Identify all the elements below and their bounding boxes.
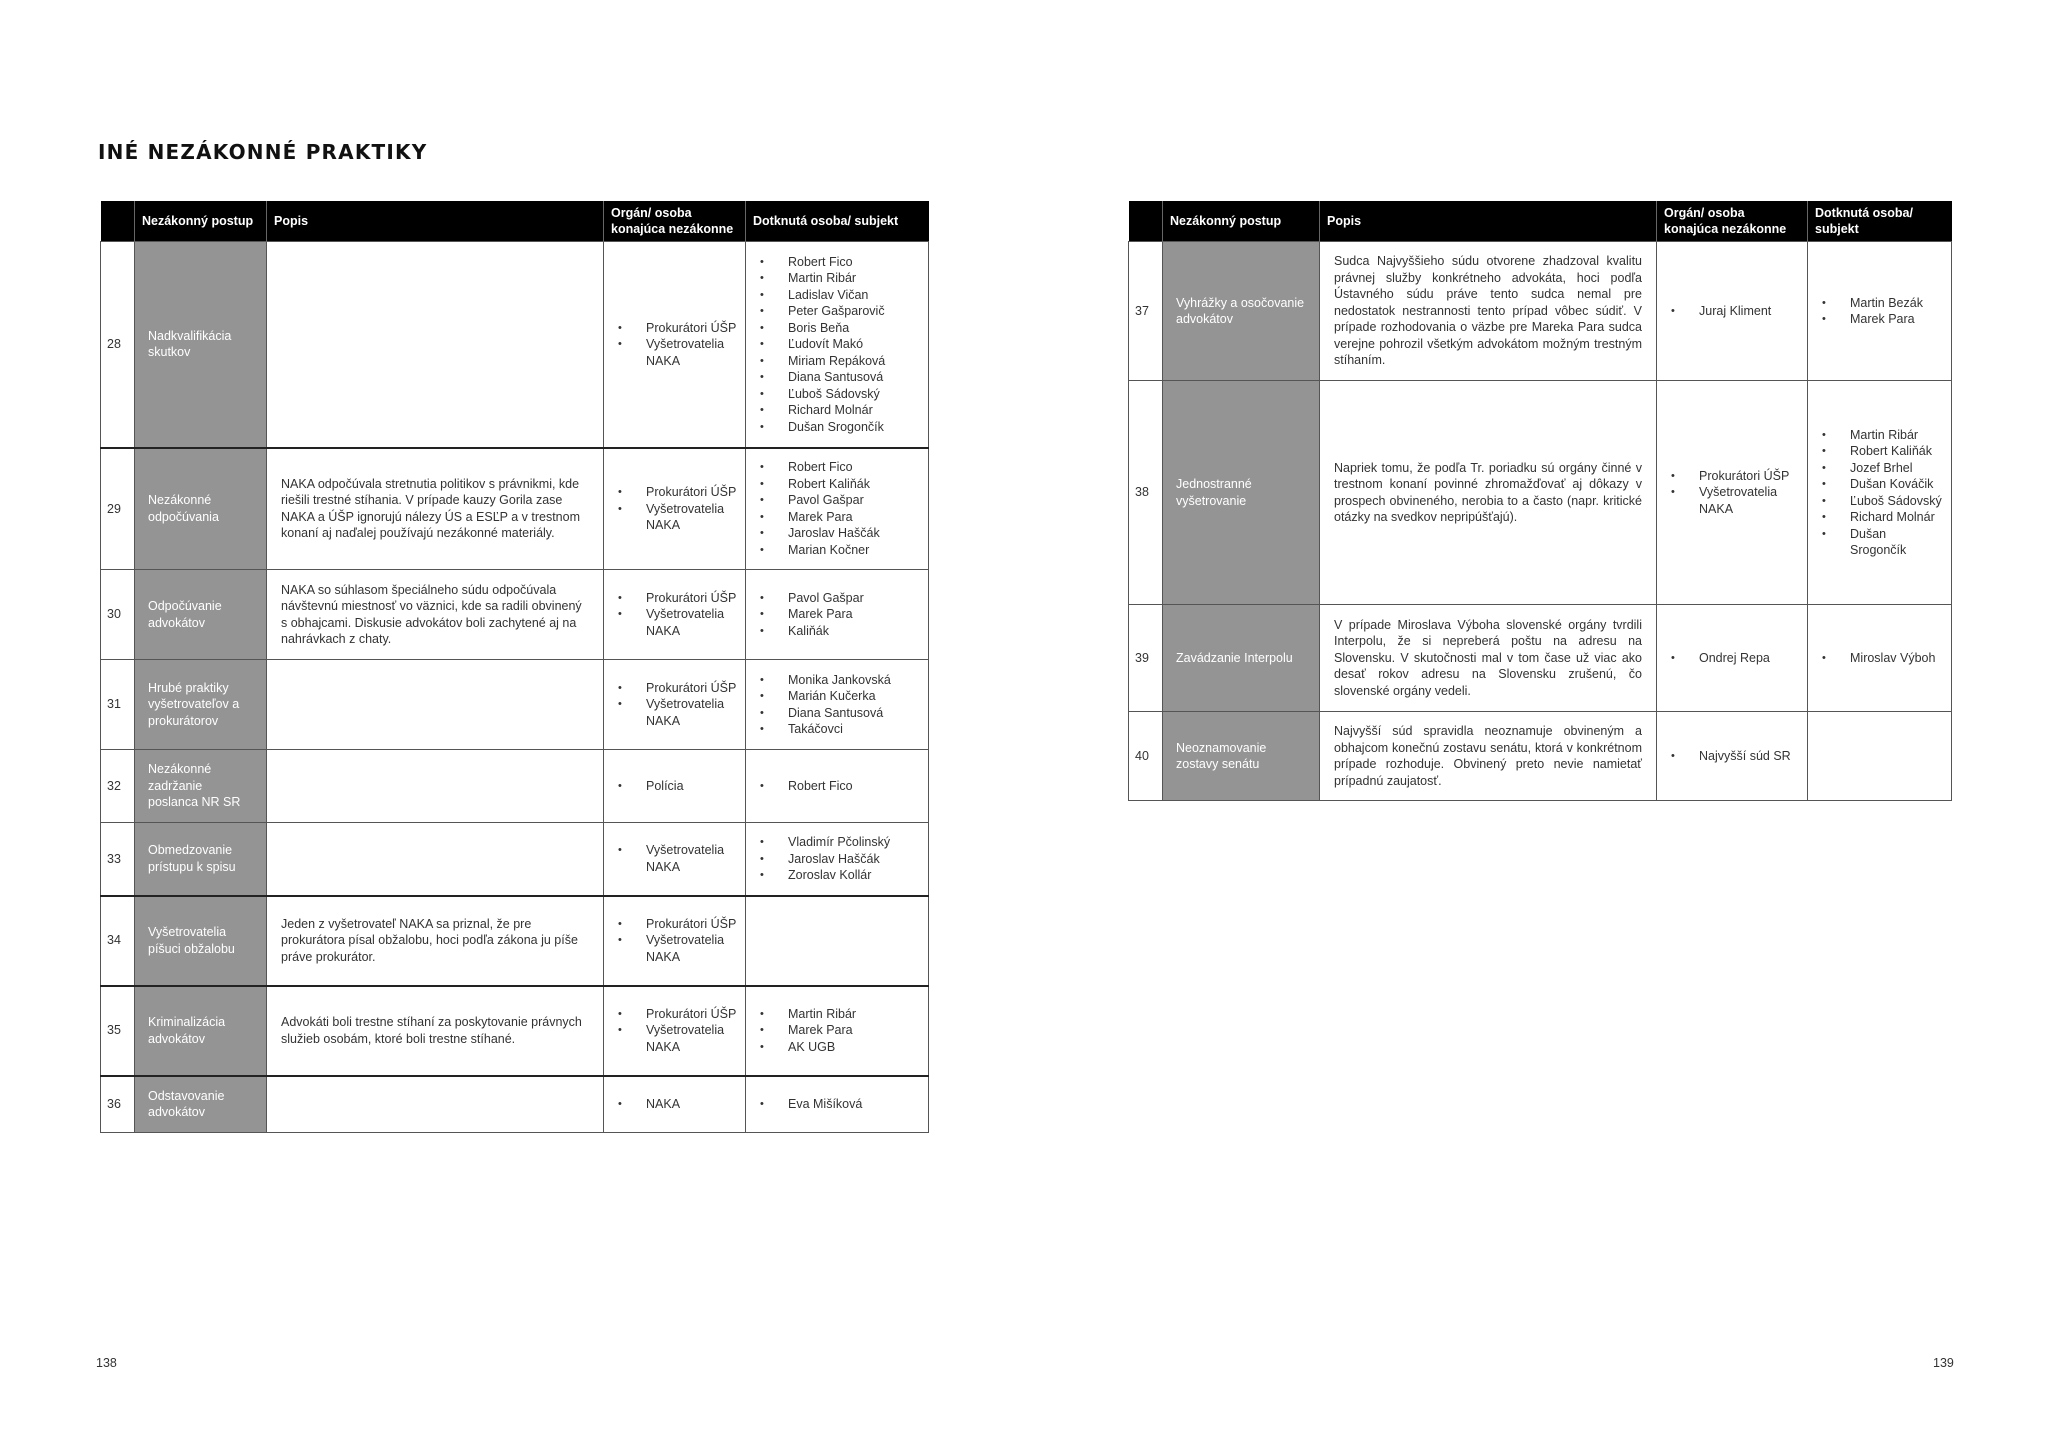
- affected-bullets: [754, 590, 920, 640]
- organ-bullets: [1665, 748, 1799, 765]
- affected-bullets: [754, 778, 920, 795]
- practice-description: V prípade Miroslava Výboha slovenské orgány tvrdili Interpolu, že si nepreberá poštu na adresu na Slovensku. V skutočnosti mal v tom čase už viac ako desať rokov adresu na Slovensku zrušenú, čo slovenské orgány vedeli.: [1320, 605, 1657, 712]
- affected-item: • Marek Para: [754, 1022, 920, 1039]
- table-row: [101, 242, 929, 448]
- organ-item: • Vyšetrovatelia NAKA: [612, 842, 737, 875]
- organ-item: • Vyšetrovatelia NAKA: [1665, 484, 1799, 517]
- table-row: [1129, 712, 1952, 801]
- table-row: [1129, 605, 1952, 712]
- affected-item: • Richard Molnár: [1816, 509, 1943, 526]
- affected-item: • Ľuboš Sádovský: [754, 386, 920, 403]
- header-dotknuta: Dotknutá osoba/ subjekt: [1808, 201, 1952, 242]
- row-number: 37: [1129, 242, 1163, 381]
- organ-item: • Prokurátori ÚŠP: [612, 484, 737, 501]
- organ-item: • Vyšetrovatelia NAKA: [612, 1022, 737, 1055]
- header-number: [1129, 201, 1163, 242]
- organ-list: [604, 448, 746, 570]
- affected-item: • Martin Bezák: [1816, 295, 1943, 312]
- organ-bullets: [612, 1096, 737, 1113]
- practice-description: Najvyšší súd spravidla neoznamuje obvineným a obhajcom konečnú zostavu senátu, ktorá v konkrétnom prípade rozhoduje. Obvinený preto nevie namietať prípadnú zaujatosť.: [1320, 712, 1657, 801]
- page-number-left: 138: [96, 1356, 117, 1370]
- practice-name: Odstavovanie advokátov: [135, 1076, 267, 1133]
- affected-bullets: [754, 254, 920, 436]
- page-number-right: 139: [1933, 1356, 1954, 1370]
- practice-description: NAKA so súhlasom špeciálneho súdu odpočúvala návštevnú miestnosť vo väznici, kde sa radili obvinený s obhajcami. Diskusie advokátov boli zachytené aj na nahrávkach z chaty.: [267, 570, 604, 660]
- affected-bullets: [754, 672, 920, 738]
- affected-bullets: [754, 1096, 920, 1113]
- header-organ: Orgán/ osoba konajúca nezákonne: [1657, 201, 1808, 242]
- affected-list: [1808, 712, 1952, 801]
- practice-name: Odpočúvanie advokátov: [135, 570, 267, 660]
- organ-item: • Prokurátori ÚŠP: [612, 680, 737, 697]
- affected-item: • AK UGB: [754, 1039, 920, 1056]
- row-number: 30: [101, 570, 135, 660]
- practice-name: Obmedzovanie prístupu k spisu: [135, 823, 267, 896]
- organ-item: • NAKA: [612, 1096, 737, 1113]
- practice-description: Napriek tomu, že podľa Tr. poriadku sú orgány činné v trestnom konaní povinné zhromažďovať aj dôkazy v prospech obvineného, nerobia to a často (napr. kritické otázky na svedkov nepripúšťajú).: [1320, 381, 1657, 605]
- organ-list: [604, 570, 746, 660]
- organ-list: [604, 242, 746, 448]
- affected-item: • Ladislav Vičan: [754, 287, 920, 304]
- affected-item: • Jaroslav Haščák: [754, 851, 920, 868]
- organ-bullets: [612, 590, 737, 640]
- affected-item: • Dušan Kováčik: [1816, 476, 1943, 493]
- organ-bullets: [612, 680, 737, 730]
- affected-item: • Diana Santusová: [754, 705, 920, 722]
- practice-name: Nadkvalifikácia skutkov: [135, 242, 267, 448]
- practice-description: [267, 823, 604, 896]
- affected-item: • Miroslav Výboh: [1816, 650, 1943, 667]
- organ-list: [604, 986, 746, 1076]
- affected-list: [746, 660, 929, 750]
- practice-name: Nezákonné odpočúvania: [135, 448, 267, 570]
- affected-item: • Robert Kaliňák: [754, 476, 920, 493]
- affected-list: [1808, 242, 1952, 381]
- practice-description: [267, 660, 604, 750]
- affected-item: • Ľuboš Sádovský: [1816, 493, 1943, 510]
- practice-name: Neoznamovanie zostavy senátu: [1163, 712, 1320, 801]
- affected-item: • Marek Para: [754, 606, 920, 623]
- practice-name: Kriminalizácia advokátov: [135, 986, 267, 1076]
- affected-item: • Miriam Repáková: [754, 353, 920, 370]
- affected-item: • Monika Jankovská: [754, 672, 920, 689]
- practice-description: [267, 242, 604, 448]
- organ-item: • Prokurátori ÚŠP: [612, 320, 737, 337]
- affected-item: • Takáčovci: [754, 721, 920, 738]
- practice-name: Nezákonné zadržanie poslanca NR SR: [135, 750, 267, 823]
- organ-list: [1657, 712, 1808, 801]
- affected-item: • Robert Fico: [754, 459, 920, 476]
- header-popis: Popis: [267, 201, 604, 242]
- row-number: 29: [101, 448, 135, 570]
- header-postup: Nezákonný postup: [135, 201, 267, 242]
- affected-list: [1808, 605, 1952, 712]
- row-number: 39: [1129, 605, 1163, 712]
- affected-list: [746, 448, 929, 570]
- row-number: 40: [1129, 712, 1163, 801]
- organ-list: [604, 750, 746, 823]
- organ-list: [1657, 605, 1808, 712]
- organ-list: [604, 896, 746, 986]
- affected-bullets: [754, 459, 920, 558]
- table-row: [101, 823, 929, 896]
- affected-item: • Diana Santusová: [754, 369, 920, 386]
- affected-bullets: [754, 834, 920, 884]
- organ-bullets: [612, 842, 737, 875]
- affected-list: [746, 750, 929, 823]
- table-row: [101, 986, 929, 1076]
- practice-description: [267, 1076, 604, 1133]
- affected-list: [746, 986, 929, 1076]
- organ-item: • Vyšetrovatelia NAKA: [612, 336, 737, 369]
- header-number: [101, 201, 135, 242]
- affected-list: [746, 242, 929, 448]
- affected-bullets: [1816, 650, 1943, 667]
- affected-item: • Pavol Gašpar: [754, 492, 920, 509]
- organ-bullets: [612, 778, 737, 795]
- affected-item: • Vladimír Pčolinský: [754, 834, 920, 851]
- affected-item: • Zoroslav Kollár: [754, 867, 920, 884]
- organ-item: • Juraj Kliment: [1665, 303, 1799, 320]
- organ-item: • Prokurátori ÚŠP: [612, 1006, 737, 1023]
- affected-item: • Robert Fico: [754, 778, 920, 795]
- affected-list: [1808, 381, 1952, 605]
- table-header-row: [101, 201, 929, 242]
- affected-bullets: [754, 1006, 920, 1056]
- affected-item: • Martin Ribár: [754, 270, 920, 287]
- affected-item: • Robert Kaliňák: [1816, 443, 1943, 460]
- table-row: [101, 448, 929, 570]
- organ-item: • Polícia: [612, 778, 737, 795]
- affected-list: [746, 823, 929, 896]
- table-row: [1129, 381, 1952, 605]
- affected-list: [746, 1076, 929, 1133]
- organ-item: • Prokurátori ÚŠP: [612, 590, 737, 607]
- affected-item: • Martin Ribár: [754, 1006, 920, 1023]
- affected-item: • Martin Ribár: [1816, 427, 1943, 444]
- organ-list: [1657, 242, 1808, 381]
- affected-item: • Marek Para: [1816, 311, 1943, 328]
- row-number: 28: [101, 242, 135, 448]
- organ-item: • Ondrej Repa: [1665, 650, 1799, 667]
- practice-name: Vyhrážky a osočovanie advokátov: [1163, 242, 1320, 381]
- organ-list: [1657, 381, 1808, 605]
- header-dotknuta: Dotknutá osoba/ subjekt: [746, 201, 929, 242]
- organ-item: • Najvyšší súd SR: [1665, 748, 1799, 765]
- organ-item: • Vyšetrovatelia NAKA: [612, 696, 737, 729]
- table-row: [101, 750, 929, 823]
- row-number: 31: [101, 660, 135, 750]
- organ-bullets: [612, 1006, 737, 1056]
- affected-list: [746, 570, 929, 660]
- affected-item: • Marian Kočner: [754, 542, 920, 559]
- row-number: 35: [101, 986, 135, 1076]
- affected-item: • Dušan Srogončík: [1816, 526, 1943, 559]
- header-popis: Popis: [1320, 201, 1657, 242]
- row-number: 33: [101, 823, 135, 896]
- affected-bullets: [1816, 295, 1943, 328]
- table-row: [1129, 242, 1952, 381]
- header-postup: Nezákonný postup: [1163, 201, 1320, 242]
- section-heading: INÉ NEZÁKONNÉ PRAKTIKY: [98, 140, 428, 164]
- organ-item: • Prokurátori ÚŠP: [612, 916, 737, 933]
- organ-item: • Vyšetrovatelia NAKA: [612, 606, 737, 639]
- practice-name: Jednostranné vyšetrovanie: [1163, 381, 1320, 605]
- affected-item: • Richard Molnár: [754, 402, 920, 419]
- header-organ: Orgán/ osoba konajúca nezákonne: [604, 201, 746, 242]
- organ-bullets: [1665, 468, 1799, 518]
- row-number: 34: [101, 896, 135, 986]
- affected-item: • Kaliňák: [754, 623, 920, 640]
- affected-item: • Robert Fico: [754, 254, 920, 271]
- practice-name: Zavádzanie Interpolu: [1163, 605, 1320, 712]
- affected-item: • Jozef Brhel: [1816, 460, 1943, 477]
- practice-description: [267, 750, 604, 823]
- practice-description: Sudca Najvyššieho súdu otvorene zhadzoval kvalitu právnej služby konkrétneho advokáta, hoci podľa Ústavného súdu práve tento sudca nemal pre nedostatok nestrannosti tento prípad vôbec súdiť. V prípade rozhodovania o väzbe pre Mareka Para sudca verejne pohrozil všetkým advokátom možným trestným stíhaním.: [1320, 242, 1657, 381]
- practices-table-right: [1128, 201, 1952, 801]
- table-row: [101, 1076, 929, 1133]
- affected-item: • Pavol Gašpar: [754, 590, 920, 607]
- affected-item: • Jaroslav Haščák: [754, 525, 920, 542]
- organ-list: [604, 660, 746, 750]
- row-number: 36: [101, 1076, 135, 1133]
- table-row: [101, 660, 929, 750]
- table-header-row: [1129, 201, 1952, 242]
- practice-name: Vyšetrovatelia píšuci obžalobu: [135, 896, 267, 986]
- affected-item: • Peter Gašparovič: [754, 303, 920, 320]
- affected-item: • Dušan Srogončík: [754, 419, 920, 436]
- organ-bullets: [612, 484, 737, 534]
- organ-bullets: [612, 320, 737, 370]
- affected-item: • Marek Para: [754, 509, 920, 526]
- organ-bullets: [1665, 303, 1799, 320]
- organ-list: [604, 823, 746, 896]
- organ-bullets: [1665, 650, 1799, 667]
- affected-list: [746, 896, 929, 986]
- practice-description: NAKA odpočúvala stretnutia politikov s právnikmi, kde riešili trestné stíhania. V prípade kauzy Gorila zase NAKA a ÚŠP ignorujú nálezy ÚS a ESĽP a v trestnom konaní aj naďalej používajú nezákonné materiály.: [267, 448, 604, 570]
- practices-table-left: [100, 201, 929, 1133]
- row-number: 32: [101, 750, 135, 823]
- organ-list: [604, 1076, 746, 1133]
- affected-item: • Marián Kučerka: [754, 688, 920, 705]
- organ-item: • Vyšetrovatelia NAKA: [612, 501, 737, 534]
- practice-description: Jeden z vyšetrovateľ NAKA sa priznal, že pre prokurátora písal obžalobu, hoci podľa zákona ju píše práve prokurátor.: [267, 896, 604, 986]
- organ-bullets: [612, 916, 737, 966]
- table-row: [101, 570, 929, 660]
- affected-item: • Boris Beňa: [754, 320, 920, 337]
- practice-description: Advokáti boli trestne stíhaní za poskytovanie právnych služieb osobám, ktoré boli trestne stíhané.: [267, 986, 604, 1076]
- organ-item: • Vyšetrovatelia NAKA: [612, 932, 737, 965]
- affected-item: • Eva Mišíková: [754, 1096, 920, 1113]
- organ-item: • Prokurátori ÚŠP: [1665, 468, 1799, 485]
- affected-item: • Ľudovít Makó: [754, 336, 920, 353]
- table-row: [101, 896, 929, 986]
- practice-name: Hrubé praktiky vyšetrovateľov a prokurátorov: [135, 660, 267, 750]
- row-number: 38: [1129, 381, 1163, 605]
- affected-bullets: [1816, 427, 1943, 559]
